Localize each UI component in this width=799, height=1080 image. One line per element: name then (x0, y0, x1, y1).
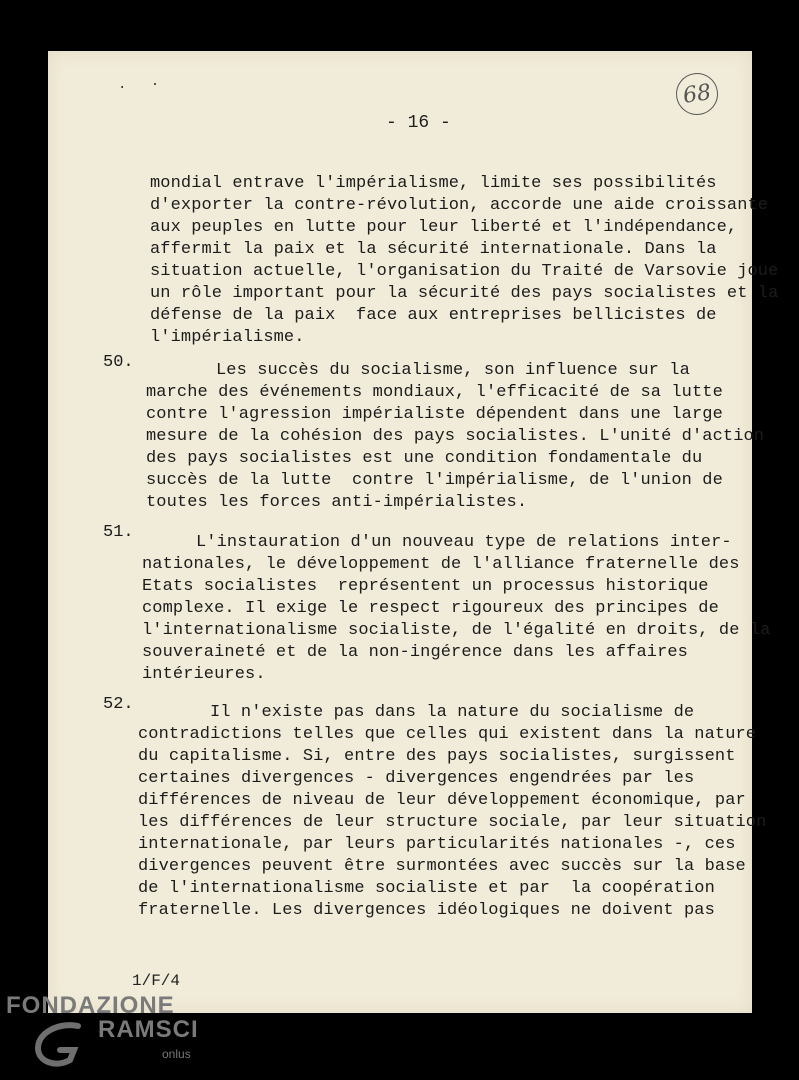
paragraph-number: 50. (103, 353, 134, 372)
paragraph-51-line: Etats socialistes représentent un processus historique (142, 577, 709, 596)
paragraph-52-line: contradictions telles que celles qui existent dans la nature (138, 725, 757, 744)
archive-reference: 1/F/4 (132, 972, 181, 990)
paragraph-51-line: intérieures. (142, 665, 266, 684)
intro-line: un rôle important pour la sécurité des pays socialistes et la (150, 284, 779, 303)
paragraph-52-line: fraternelle. Les divergences idéologiques ne doivent pas (138, 901, 715, 920)
paragraph-51-line: L'instauration d'un nouveau type de relations inter- (196, 533, 732, 552)
fondazione-logo-icon (30, 1020, 90, 1070)
paragraph-number: 51. (103, 523, 134, 542)
paragraph-52-line: différences de niveau de leur développement économique, par (138, 791, 746, 810)
intro-line: l'impérialisme. (150, 328, 305, 347)
paragraph-50-line: Les succès du socialisme, son influence sur la (216, 361, 690, 380)
folio-stamp (673, 70, 720, 117)
folio-number: 68 (681, 79, 713, 109)
paragraph-50-line: mesure de la cohésion des pays socialistes. L'unité d'action (146, 427, 765, 446)
paragraph-52-line: du capitalisme. Si, entre des pays socialistes, surgissent (138, 747, 736, 766)
paragraph-51-line: complexe. Il exige le respect rigoureux des principes de (142, 599, 719, 618)
intro-line: mondial entrave l'impérialisme, limite ses possibilités (150, 174, 717, 193)
watermark-line-3: onlus (162, 1047, 191, 1061)
page-number: - 16 - (386, 113, 451, 133)
paragraph-52-line: internationale, par leurs particularités nationales -, ces (138, 835, 736, 854)
intro-line: d'exporter la contre-révolution, accorde une aide croissante (150, 196, 769, 215)
watermark (0, 990, 220, 1075)
paragraph-50-line: toutes les forces anti-impérialistes. (146, 493, 528, 512)
paragraph-50-line: marche des événements mondiaux, l'efficacité de sa lutte (146, 383, 723, 402)
paragraph-52-line: les différences de leur structure sociale, par leur situation (138, 813, 767, 832)
paragraph-51-line: souveraineté et de la non-ingérence dans les affaires (142, 643, 688, 662)
corner-marks: . · (118, 77, 168, 93)
paragraph-52-line: divergences peuvent être surmontées avec succès sur la base (138, 857, 746, 876)
document-page (48, 51, 779, 1013)
paragraph-50-line: succès de la lutte contre l'impérialisme, de l'union de (146, 471, 723, 490)
paragraph-51-line: l'internationalisme socialiste, de l'égalité en droits, de la (142, 621, 771, 640)
paragraph-number: 52. (103, 695, 134, 714)
paragraph-50-line: des pays socialistes est une condition fondamentale du (146, 449, 703, 468)
paragraph-52-line: certaines divergences - divergences engendrées par les (138, 769, 695, 788)
paragraph-50-line: contre l'agression impérialiste dépendent dans une large (146, 405, 723, 424)
paragraph-52-line: Il n'existe pas dans la nature du socialisme de (210, 703, 695, 722)
intro-line: défense de la paix face aux entreprises bellicistes de (150, 306, 717, 325)
intro-line: affermit la paix et la sécurité internationale. Dans la (150, 240, 717, 259)
paragraph-52-line: de l'internationalisme socialiste et par la coopération (138, 879, 715, 898)
paragraph-51-line: nationales, le développement de l'alliance fraternelle des (142, 555, 740, 574)
intro-line: situation actuelle, l'organisation du Traité de Varsovie joue (150, 262, 779, 281)
watermark-line-2: RAMSCI (98, 1016, 199, 1043)
watermark-line-1: FONDAZIONE (6, 992, 175, 1019)
intro-line: aux peuples en lutte pour leur liberté et l'indépendance, (150, 218, 738, 237)
